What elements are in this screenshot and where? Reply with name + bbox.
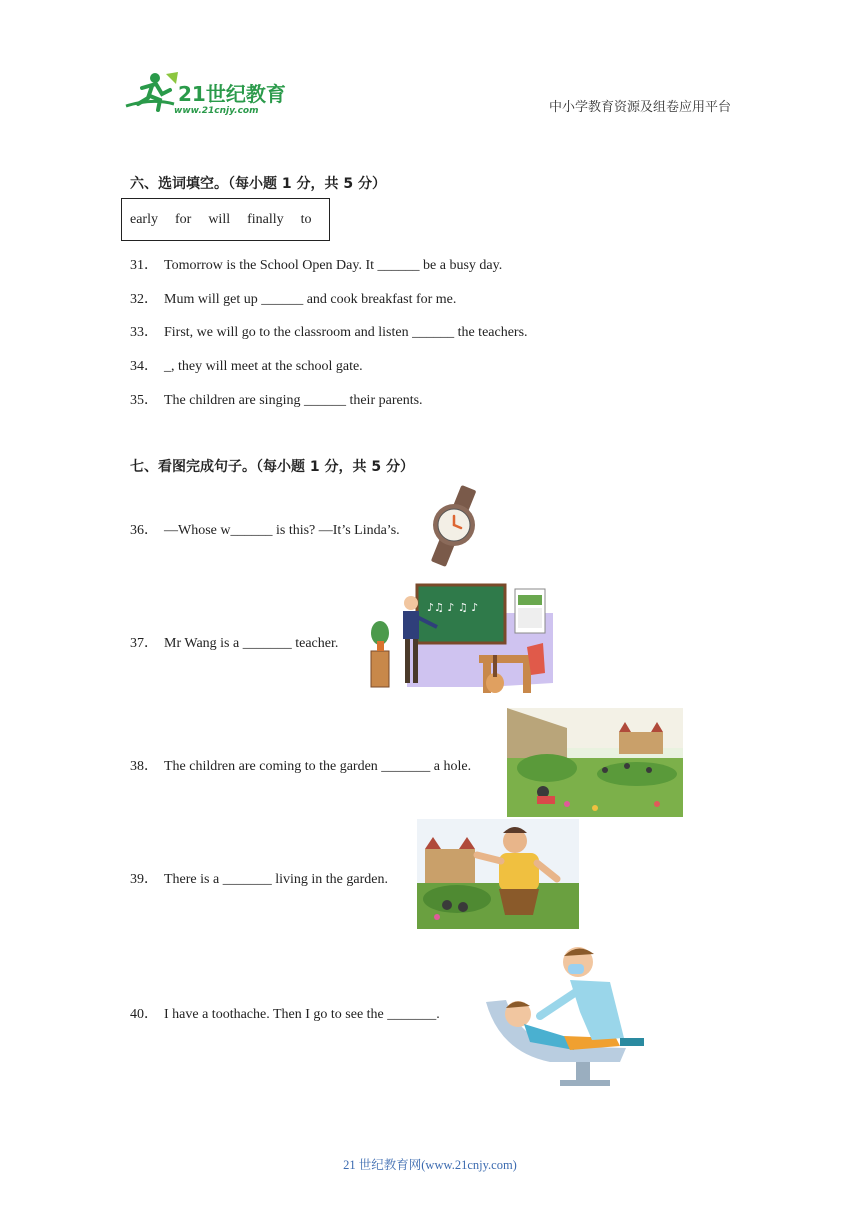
logo-url: www.21cnjy.com xyxy=(174,106,259,116)
question-39 xyxy=(130,868,388,888)
logo-title: 21世纪教育 xyxy=(178,82,286,106)
word-bank-item: will xyxy=(208,211,231,227)
question-number: 31． xyxy=(130,258,158,273)
question-38 xyxy=(130,755,471,775)
question-33 xyxy=(130,321,528,341)
question-number: 33． xyxy=(130,325,158,340)
word-bank-item: for xyxy=(174,211,192,227)
question-36 xyxy=(130,519,400,539)
footer-link[interactable]: 21 世纪教育网(www.21cnjy.com) xyxy=(343,1158,517,1172)
question-number: 32． xyxy=(130,292,158,307)
question-text: I have a toothache. Then I go to see the _______. xyxy=(164,1007,440,1022)
word-bank xyxy=(121,198,330,241)
question-text: _, they will meet at the school gate. xyxy=(164,359,363,374)
word-bank-item: finally xyxy=(247,211,284,227)
platform-label: 中小学教育资源及组卷应用平台 xyxy=(549,100,732,115)
question-number: 37． xyxy=(130,636,158,651)
question-31 xyxy=(130,254,502,274)
word-bank-item: early xyxy=(130,211,158,227)
section-6-title: 六、选词填空。（每小题 1 分，共 5 分） xyxy=(130,176,386,192)
children-garden-illustration xyxy=(507,708,683,817)
question-text: The children are coming to the garden _______ a hole. xyxy=(164,759,472,774)
question-text: First, we will go to the classroom and listen ______ the teachers. xyxy=(164,325,528,340)
giant-garden-illustration xyxy=(417,819,579,929)
question-number: 34． xyxy=(130,359,158,374)
question-text: Mum will get up ______ and cook breakfast for me. xyxy=(164,292,457,307)
music-teacher-illustration xyxy=(367,583,553,699)
section-7-title: 七、看图完成句子。（每小题 1 分，共 5 分） xyxy=(130,459,414,475)
site-logo xyxy=(122,70,292,118)
question-text: There is a _______ living in the garden. xyxy=(164,872,388,887)
question-40 xyxy=(130,1003,440,1023)
question-number: 35． xyxy=(130,393,158,408)
question-number: 39． xyxy=(130,872,158,887)
question-text: The children are singing ______ their parents. xyxy=(164,393,423,408)
question-text: —Whose w______ is this? —It’s Linda’s. xyxy=(164,523,400,538)
question-number: 38． xyxy=(130,759,158,774)
svg-text:♪♫ ♪ ♫ ♪: ♪♫ ♪ ♫ ♪ xyxy=(427,601,479,614)
question-34 xyxy=(130,355,363,375)
question-text: Tomorrow is the School Open Day. It ______ be a busy day. xyxy=(164,258,503,273)
question-37 xyxy=(130,632,338,652)
question-35 xyxy=(130,389,423,409)
question-32 xyxy=(130,288,456,308)
dentist-illustration xyxy=(480,942,652,1088)
watch-illustration xyxy=(426,485,482,567)
question-number: 40． xyxy=(130,1007,158,1022)
word-bank-item: to xyxy=(300,211,312,227)
question-number: 36． xyxy=(130,523,158,538)
question-text: Mr Wang is a _______ teacher. xyxy=(164,636,339,651)
